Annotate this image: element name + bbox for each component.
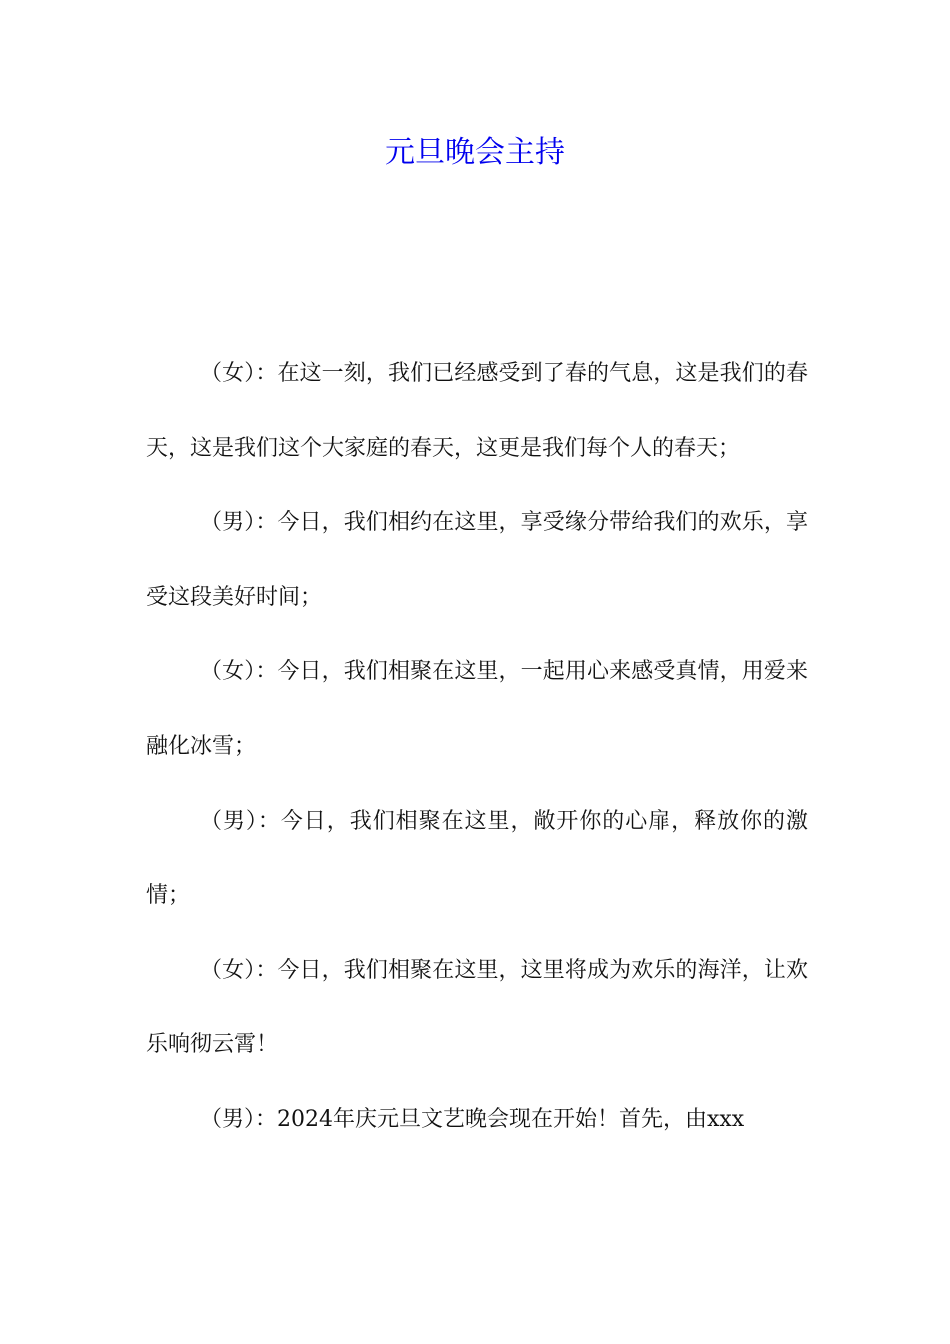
paragraph-6: （男）：2024年庆元旦文艺晚会现在开始！首先，由xxx: [200, 1106, 745, 1132]
document-title: 元旦晚会主持: [385, 135, 565, 170]
paragraph-4: （男）：今日，我们相聚在这里，敞开你的心扉，释放你的激情；: [146, 808, 808, 909]
paragraph-1: （女）：在这一刻，我们已经感受到了春的气息，这是我们的春天，这是我们这个大家庭的春天，这更是我们每个人的春天；: [146, 361, 808, 461]
paragraph-2: （男）：今日，我们相约在这里，享受缘分带给我们的欢乐，享受这段美好时间；: [146, 510, 808, 610]
document-body: [146, 337, 808, 1158]
paragraph-3: （女）：今日，我们相聚在这里，一起用心来感受真情，用爱来融化冰雪；: [146, 659, 808, 759]
paragraph-5: （女）：今日，我们相聚在这里，这里将成为欢乐的海洋，让欢乐响彻云霄！: [146, 957, 808, 1058]
